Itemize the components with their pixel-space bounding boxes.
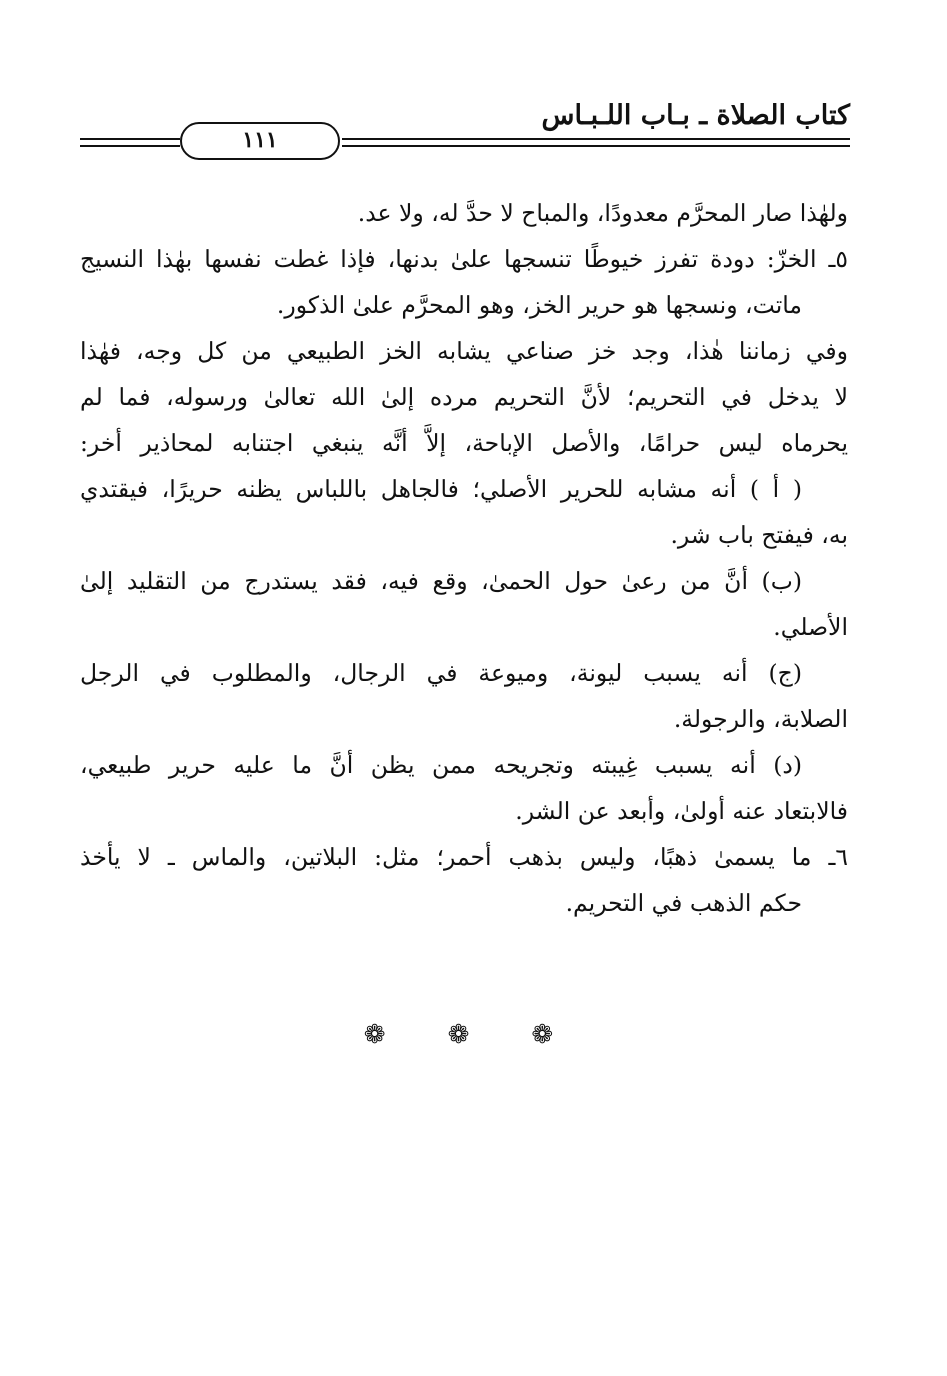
text-line: (ب) أنَّ من رعىٰ حول الحمىٰ، وقع فيه، فقد يستدرج من التقليد إلىٰ xyxy=(80,567,802,595)
running-title: كتاب الصلاة ـ بـاب اللـبـاس xyxy=(541,100,850,131)
text-line: فالابتعاد عنه أولىٰ، وأبعد عن الشر. xyxy=(515,797,848,825)
separator-star-icon: ❁ xyxy=(531,1020,584,1050)
text-line: حكم الذهب في التحريم. xyxy=(565,889,802,917)
text-line: لا يدخل في التحريم؛ لأنَّ التحريم مرده إلىٰ الله تعالىٰ ورسوله، فما لم xyxy=(80,383,848,411)
text-line: وفي زماننا هٰذا، وجد خز صناعي يشابه الخز الطبيعي من كل وجه، فهٰذا xyxy=(80,337,848,365)
text-line: به، فيفتح باب شر. xyxy=(670,521,848,549)
text-line: (ج) أنه يسبب ليونة، وميوعة في الرجال، والمطلوب في الرجل xyxy=(80,659,802,687)
text-line: ٥ـ الخزّ: دودة تفرز خيوطًا تنسجها علىٰ بدنها، فإذا غطت نفسها بهٰذا النسيج xyxy=(80,245,848,273)
header-rule-left-top xyxy=(80,138,180,140)
section-separator xyxy=(0,1020,947,1050)
separator-star-icon: ❁ xyxy=(363,1020,416,1050)
text-line: (د) أنه يسبب غِيبته وتجريحه ممن يظن أنَّ ما عليه حرير طبيعي، xyxy=(80,751,802,779)
page-header xyxy=(80,0,850,170)
header-rule-left-bottom xyxy=(80,145,180,147)
text-line: ٦ـ ما يسمىٰ ذهبًا، وليس بذهب أحمر؛ مثل: البلاتين، والماس ـ لا يأخذ xyxy=(80,843,848,871)
text-line: الأصلي. xyxy=(773,613,848,641)
text-line: يحرماه ليس حرامًا، والأصل الإباحة، إلاَّ أنَّه ينبغي اجتنابه لمحاذير أخر: xyxy=(80,429,848,457)
page-number: ١١١ xyxy=(180,122,340,160)
separator-star-icon: ❁ xyxy=(447,1020,500,1050)
header-rule-top xyxy=(342,138,850,140)
text-line: ولهٰذا صار المحرَّم معدودًا، والمباح لا حدَّ له، ولا عد. xyxy=(357,199,848,227)
text-line: ( أ ) أنه مشابه للحرير الأصلي؛ فالجاهل باللباس يظنه حريرًا، فيقتدي xyxy=(80,475,802,503)
header-rule-bottom xyxy=(342,145,850,147)
body-text xyxy=(80,190,848,926)
text-line: الصلابة، والرجولة. xyxy=(673,705,848,733)
text-line: ماتت، ونسجها هو حرير الخز، وهو المحرَّم علىٰ الذكور. xyxy=(276,291,802,319)
